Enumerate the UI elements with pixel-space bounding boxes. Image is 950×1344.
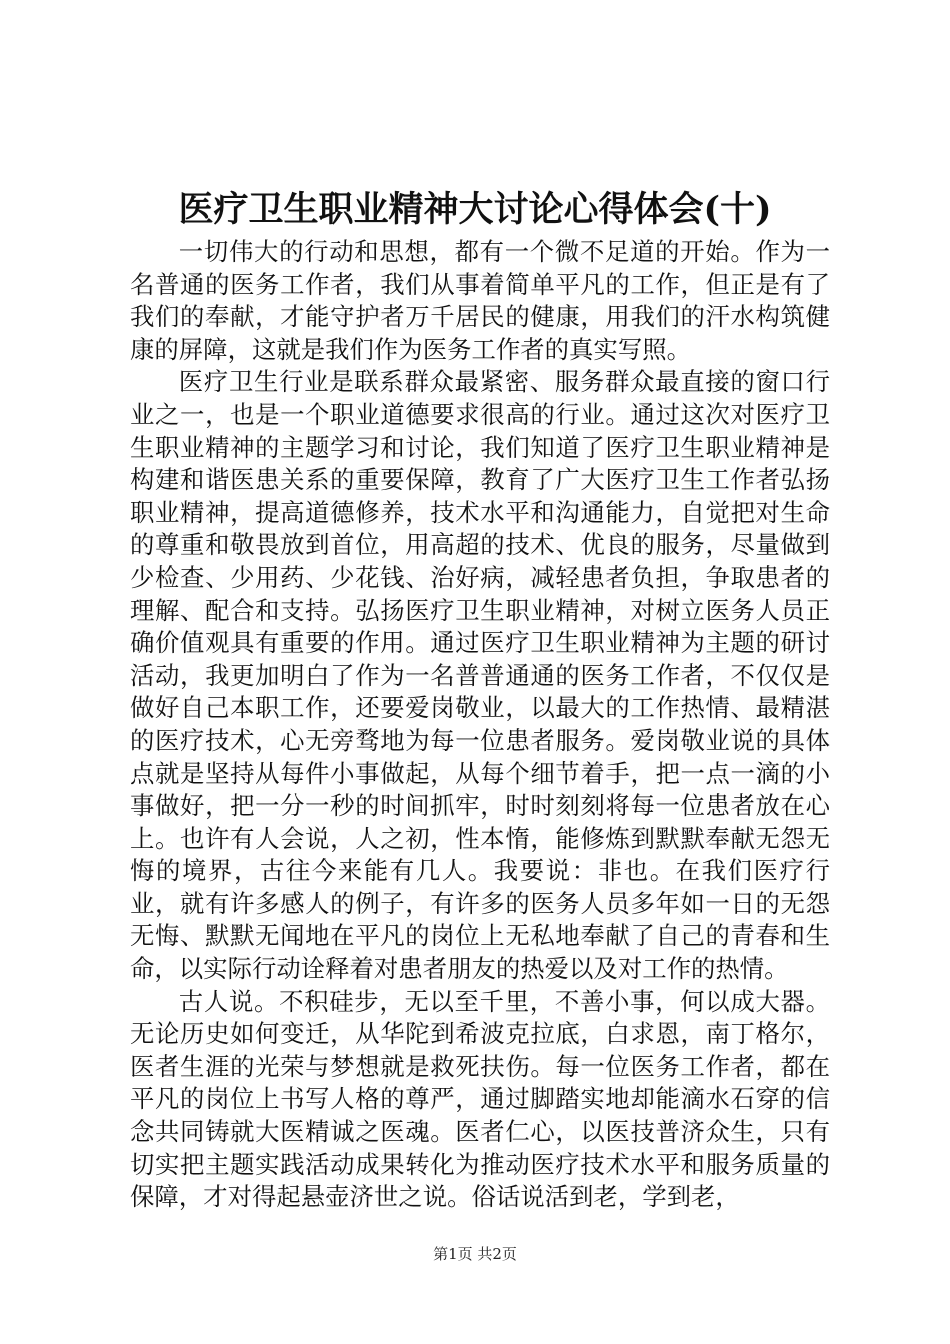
paragraph-1: 一切伟大的行动和思想，都有一个微不足道的开始。作为一名普通的医务工作者，我们从事着简单平凡的工作，但正是有了我们的奉献，才能守护者万千居民的健康，用我们的汗水构筑健康的屏障，这就是我们作为医务工作者的真实写照。 (130, 237, 830, 364)
paragraph-3: 古人说。不积硅步，无以至千里，不善小事，何以成大器。无论历史如何变迁，从华陀到希波克拉底，白求恩，南丁格尔，医者生涯的光荣与梦想就是救死扶伤。每一位医务工作者，都在平凡的岗位上书写人格的尊严，通过脚踏实地却能滴水石穿的信念共同铸就大医精诚之医魂。医者仁心，以医技普济众生，只有切实把主题实践活动成果转化为推动医疗技术水平和服务质量的保障，才对得起悬壶济世之说。俗话说活到老，学到老， (130, 986, 830, 1212)
document-title: 医疗卫生职业精神大讨论心得体会(十) (178, 189, 772, 230)
page-number-footer: 第1页 共2页 (433, 1245, 517, 1263)
paragraph-2: 医疗卫生行业是联系群众最紧密、服务群众最直接的窗口行业之一，也是一个职业道德要求很高的行业。通过这次对医疗卫生职业精神的主题学习和讨论，我们知道了医疗卫生职业精神是构建和谐医患关系的重要保障，教育了广大医疗卫生工作者弘扬职业精神，提高道德修养，技术水平和沟通能力，自觉把对生命的尊重和敬畏放到首位，用高超的技术、优良的服务，尽量做到少检查、少用药、少花钱、治好病，减轻患者负担，争取患者的理解、配合和支持。弘扬医疗卫生职业精神，对树立医务人员正确价值观具有重要的作用。通过医疗卫生职业精神为主题的研讨活动，我更加明白了作为一名普普通通的医务工作者，不仅仅是做好自己本职工作，还要爱岗敬业，以最大的工作热情、最精湛的医疗技术，心无旁骛地为每一位患者服务。爱岗敬业说的具体点就是坚持从每件小事做起，从每个细节着手，把一点一滴的小事做好，把一分一秒的时间抓牢，时时刻刻将每一位患者放在心上。也许有人会说，人之初，性本惰，能修炼到默默奉献无怨无悔的境界，古往今来能有几人。我要说：非也。在我们医疗行业，就有许多感人的例子，有许多的医务人员多年如一日的无怨无悔、默默无闻地在平凡的岗位上无私地奉献了自己的青春和生命，以实际行动诠释着对患者朋友的热爱以及对工作的热情。 (130, 367, 830, 984)
document-body (130, 236, 830, 1214)
